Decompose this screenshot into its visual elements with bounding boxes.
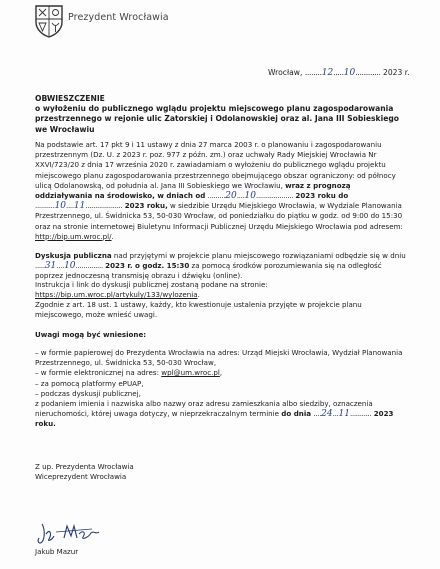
- wroclaw-coat-of-arms-icon: [34, 4, 64, 38]
- to-day: 10: [54, 201, 67, 212]
- announcement-paragraph: Na podstawie art. 17 pkt 9 i 11 ustawy z dnia 27 marca 2003 r. o planowaniu i zagospodarowaniu przestrzennym (Dz. U. z 2023 r. poz. 977 z późn. zm.) oraz uchwały Rady Miejskiej Wrocławia Nr XXVI/723/20 z dnia 17 września 2020 r. zawiadamiam o wyłożeniu do publicznego wglądu projektu miejscowego planu zagospodarowania przestrzennego obejmującego obszar ograniczony: od północy ulicą Odolanowską, od południa al. Jana III Sobieskiego we Wrocławiu, wraz z prognozą oddziaływania na środowisko, w dniach od .........20....10................... 2023 roku do ..........10....11................... 2023 roku, w siedzibie Urzędu Miejskiego Wrocławia, w Wydziale Planowania Przestrzennego, ul. Świdnicka 53, 50-030 Wrocław, od poniedziałku do piątku w godz. od 9:00 do 15:30 oraz na stronie internetowej Biuletynu Informacji Publicznej Urzędu Miejskiego Wrocławia pod adresem: http://bip.um.wroc.pl/.: [35, 140, 403, 241]
- to-month: 11: [73, 201, 86, 212]
- list-item: – za pomocą platformy ePUAP,: [35, 378, 144, 388]
- p1-link-end: .: [111, 231, 114, 241]
- p3-text: Instrukcja i link do dyskusji publicznej zostaną podane na stronie:: [35, 280, 268, 289]
- discussion-paragraph: Dyskusja publiczna nad przyjętymi w projekcie planu miejscowego rozwiązaniami odbędzie się w dniu .....31....10.............. 2023 r. o godz. 15:30 za pomocą środków porozumiewania się na odległość poprzez jednoczesną transmisję obrazu i dźwięku (online).: [35, 251, 406, 281]
- instruction-paragraph: [35, 280, 407, 300]
- title-subtitle: o wyłożeniu do publicznego wglądu projektu miejscowego planu zagospodarowania przestrzennego w rejonie ulic Zatorskiej i Odolanowskiej oraz al. Jana III Sobieskiego we Wrocławiu: [35, 104, 399, 134]
- discussion-link[interactable]: https://bip.um.wroc.pl/artykuly/133/wylozenia: [35, 290, 198, 300]
- bip-link[interactable]: http://bip.um.wroc.pl/: [35, 231, 112, 241]
- signatory-line2: Wiceprezydent Wrocławia: [35, 472, 127, 482]
- date-year: 2023 r.: [383, 68, 410, 77]
- from-month: 10: [244, 191, 256, 202]
- p3-link-end: .: [197, 290, 200, 300]
- objection-paragraph: Zgodnie z art. 18 ust. 1 ustawy, każdy, kto kwestionuje ustalenia przyjęte w projekcie planu miejscowego, może wnieść uwagi.: [35, 300, 362, 320]
- p1-text: Na podstawie art. 17 pkt 9 i 11 ustawy z dnia 27 marca 2003 r. o planowaniu i zagospodarowaniu przestrzennym (Dz. U. z 2023 r. poz. 977 z późn. zm.) oraz uchwały Rady Miejskiej Wrocławia Nr XXVI/723/20 z dnia 17 września 2020 r. zawiadamiam o wyłożeniu do publicznego wglądu projektu miejscowego planu zagospodarowania przestrzennego obejmującego obszar ograniczony: od północy ulicą Odolanowską, od południa al. Jana III Sobieskiego we Wrocławiu,: [35, 140, 396, 190]
- p1-bold: wraz z prognozą oddziaływania na środowisko, w dniach od: [35, 180, 351, 201]
- submission-list: [35, 348, 407, 430]
- date-day: 12: [321, 68, 334, 78]
- deadline-year: 2023 roku.: [35, 409, 394, 429]
- discussion-day: 31: [44, 261, 57, 272]
- p1-mid: 2023 roku do: [295, 191, 349, 201]
- p2-time: 2023 r. o godz. 15:30: [105, 261, 190, 271]
- from-day: 20: [225, 191, 237, 202]
- list-item-text: – w formie elektronicznej na adres:: [35, 368, 160, 378]
- email-link[interactable]: wpl@um.wroc.pl: [161, 368, 220, 378]
- p2-text-c: za pomocą środków porozumiewania się na odległość poprzez jednoczesną transmisję obrazu i dźwięku (online).: [35, 261, 382, 281]
- deadline-day: 24: [321, 409, 333, 420]
- title-heading: OBWIESZCZENIE: [35, 94, 105, 103]
- date-month: 10: [343, 68, 356, 78]
- date-city: Wrocław,: [268, 68, 303, 77]
- signatory-line1: Z up. Prezydenta Wrocławia: [35, 462, 134, 471]
- signatory-block: [35, 462, 407, 482]
- closing-text: z podaniem imienia i nazwiska albo nazwy oraz adresu zamieszkania albo siedziby, oznaczenia nieruchomości, której uwaga dotyczy, w nieprzekraczalnym terminie do dnia ....24...11........... 2023 roku.: [35, 399, 394, 429]
- email-end: ,: [219, 368, 223, 378]
- brand-text: Prezydent Wrocławia: [68, 12, 169, 23]
- closing-bold: do dnia: [281, 409, 312, 419]
- date-line: Wrocław, ........12.....10............ 2023 r.: [268, 68, 410, 78]
- p2-bold: Dyskusja publiczna: [35, 251, 112, 260]
- p1-end: 2023 roku,: [124, 201, 168, 211]
- document-title: [35, 94, 405, 135]
- list-item: – w formie papierowej do Prezydenta Wrocławia na adres: Urząd Miejski Wrocławia, Wydział Planowania Przestrzennego, ul. Świdnicka 53, 50-030 Wrocław,: [35, 348, 403, 368]
- signatory-name: Jakub Mazur: [35, 547, 79, 556]
- handwritten-signature-icon: [36, 520, 116, 548]
- list-item: [35, 368, 407, 378]
- list-item: – podczas dyskusji publicznej,: [35, 388, 141, 398]
- p1-text-b: w siedzibie Urzędu Miejskiego Wrocławia, w Wydziale Planowania Przestrzennego, ul. Świdnicka 53, 50-030 Wrocław, od poniedziałku do piątku w godz. od 9:00 do 15:30 oraz na stronie internetowej Biuletynu Informacji Publicznej Urzędu Miejskiego Wrocławia pod adresem:: [35, 201, 403, 231]
- submission-heading: Uwagi mogą być wniesione:: [35, 330, 147, 339]
- closing-body: z podaniem imienia i nazwiska albo nazwy oraz adresu zamieszkania albo siedziby, oznaczenia nieruchomości, której uwaga dotyczy, w nieprzekraczalnym terminie: [35, 399, 373, 419]
- deadline-month: 11: [338, 409, 350, 420]
- discussion-month: 10: [64, 261, 76, 272]
- p2-text-a: nad przyjętymi w projekcie planu miejscowego rozwiązaniami odbędzie się w dniu: [113, 251, 406, 260]
